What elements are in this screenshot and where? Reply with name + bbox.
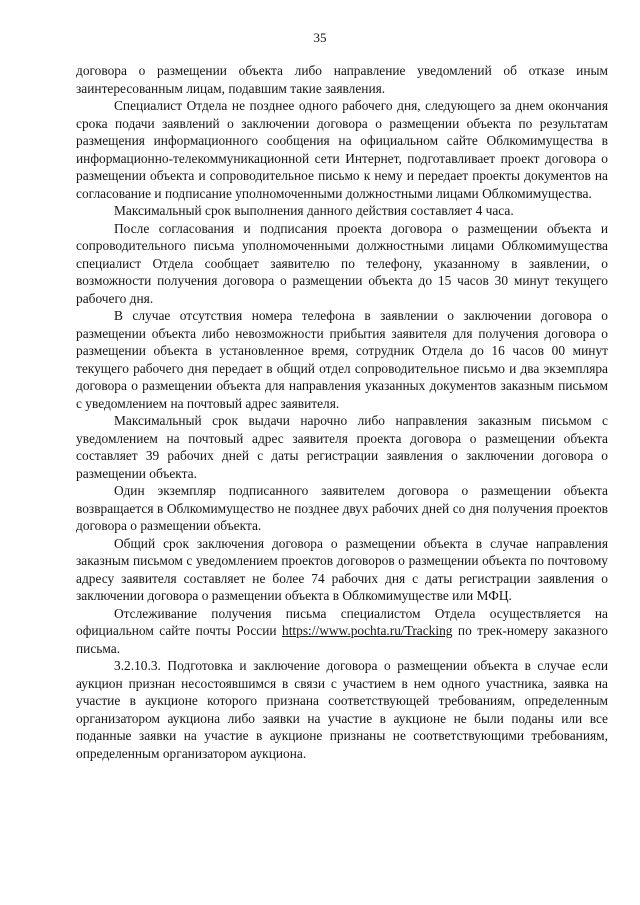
paragraph-specialist-prepares-draft: Специалист Отдела не позднее одного рабочего дня, следующего за днем окончания срока подачи заявлений о заключении договора о размещении объекта по результатам размещения информационного сообщения на официальном сайте Облкомимущества в информационно-телекоммуникационной сети Интернет, подготавливает проект договора о размещении объекта и сопроводительное письмо к нему и передает проекты документов на согласование и подписание уполномоченными должностными лицами Облкомимущества. [76,98,608,201]
paragraph-max-time-4-hours: Максимальный срок выполнения данного действия составляет 4 часа. [114,203,514,218]
document-body [76,62,608,762]
tracking-suffix: по трек-номеру заказного письма. [76,623,608,656]
paragraph-tracking [76,605,608,658]
paragraph-continuation: договора о размещении объекта либо направление уведомлений об отказе иным заинтересованным лицам, подавшим такие заявления. [76,63,608,96]
tracking-link[interactable]: https://www.pochta.ru/Tracking [282,623,453,638]
paragraph-total-term: Общий срок заключения договора о размещении объекта в случае направления заказным письмом с уведомлением проектов договоров о размещении объекта по почтовому адресу заявителя составляет не более 74 рабочих дня с даты регистрации заявления о заключении договора о размещении объекта в Облкомимуществе или МФЦ. [76,535,608,603]
paragraph-section-3-2-10-3: 3.2.10.3. Подготовка и заключение договора о размещении объекта в случае если аукцион признан несостоявшимся в связи с участием в нем одного участника, заявка на участие в аукционе которого признана соответствующей требованиям, определенным организатором аукциона либо заявки на участие в аукционе не были поданы или все поданные заявки на участие в аукционе признаны не соответствующими требованиям, определенным организатором аукциона. [76,658,608,761]
paragraph-max-delivery-time: Максимальный срок выдачи нарочно либо направления заказным письмом с уведомлением на почтовый адрес заявителя проекта договора о размещении объекта составляет 39 рабочих дней с даты регистрации заявления о заключении договора о размещении объекта. [76,413,608,481]
page-number: 35 [313,30,327,45]
paragraph-no-phone-number: В случае отсутствия номера телефона в заявлении о заключении договора о размещении объекта либо невозможности прибытия заявителя для получения договора о размещении объекта в установленное время, сотрудник Отдела до 16 часов 00 минут текущего рабочего дня передает в общий отдел сопроводительное письмо и два экземпляра договора о размещении объекта для направления указанных документов заказным письмом с уведомлением на почтовый адрес заявителя. [76,308,608,411]
paragraph-after-approval: После согласования и подписания проекта договора о размещении объекта и сопроводительного письма уполномоченными должностными лицами Облкомимущества специалист Отдела сообщает заявителю по телефону, указанному в заявлении, о возможности получения договора о размещении объекта до 15 часов 30 минут текущего рабочего дня. [76,220,608,306]
tracking-text: Отслеживание получения письма специалистом Отдела осуществляется на официальном сайте почты России [76,605,608,638]
paragraph-signed-copy-return: Один экземпляр подписанного заявителем договора о размещении объекта возвращается в Облкомимущество не позднее двух рабочих дней со дня получения проектов договора о размещении объекта. [76,483,608,533]
